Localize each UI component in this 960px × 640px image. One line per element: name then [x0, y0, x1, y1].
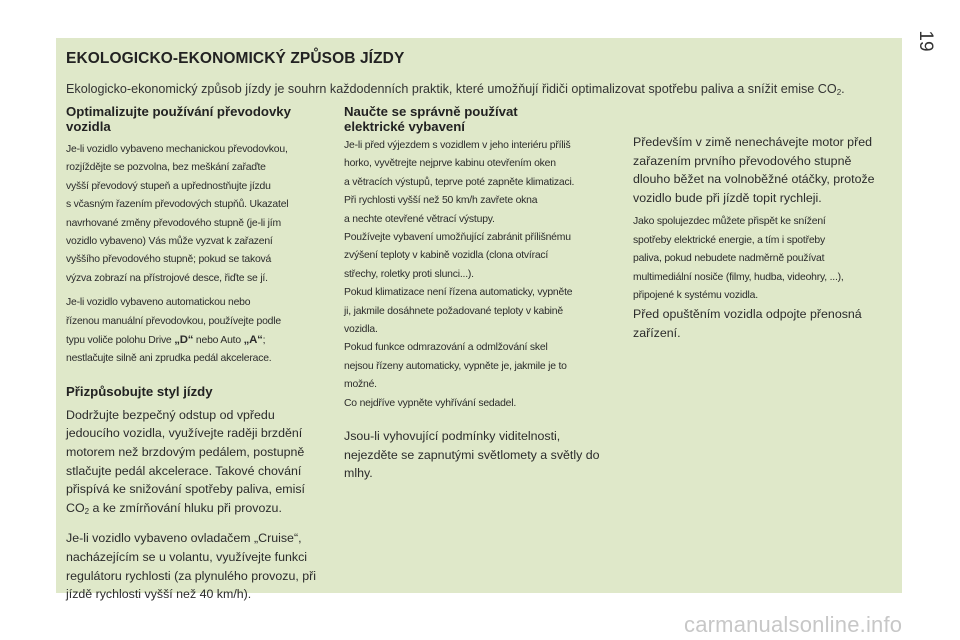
- text-line: stlačujte pedál akcelerace. Takové chování: [66, 463, 302, 478]
- paragraph-headlights: [344, 427, 620, 483]
- text-line: vyšší převodový stupeň a upřednostňujte jízdu: [66, 180, 271, 192]
- text-line: přispívá ke snižování spotřeby paliva, emisí: [66, 482, 305, 497]
- heading-driving-style: Přizpůsobujte styl jízdy: [66, 383, 213, 399]
- text-line: nestlačujte silně ani zprudka pedál akcelerace.: [66, 353, 272, 365]
- text-line: Pokud funkce odmrazování a odmlžování skel: [344, 342, 548, 354]
- heading-electrical-equipment: [344, 104, 620, 134]
- text-line: Pokud klimatizace není řízena automaticky, vypněte: [344, 287, 573, 299]
- heading-gearbox: Optimalizujte používání převodovky vozidla: [66, 104, 291, 134]
- text-line: zařazením prvního převodového stupně: [633, 153, 852, 168]
- intro-text: Ekologicko-ekonomický způsob jízdy je souhrn každodenních praktik, které umožňují řidiči optimalizovat spotřebu paliva a snížit emise CO: [66, 82, 837, 96]
- text-line: výzva zobrazí na přístrojové desce, řiďte se jí.: [66, 272, 268, 284]
- text-line: Je-li před výjezdem s vozidlem v jeho interiéru příliš: [344, 140, 571, 151]
- text-line: jízdě rychlosti vyšší než 40 km/h).: [66, 587, 252, 602]
- text-line: a větracích výstupů, teprve poté zapněte klimatizaci.: [344, 176, 575, 188]
- text-line: Je-li vozidlo vybaveno automatickou nebo: [66, 297, 251, 309]
- heading-line: Naučte se správně používat: [344, 104, 518, 119]
- text-line: vozidla.: [344, 324, 378, 336]
- text-line: Používejte vybavení umožňující zabránit přílišnému: [344, 232, 571, 244]
- text-line: Jako spolujezdec můžete přispět ke snížení: [633, 216, 826, 228]
- text-line: Před opuštěním vozidla odpojte přenosná: [633, 307, 862, 322]
- text-line: spotřeby elektrické energie, a tím i spotřeby: [633, 234, 825, 246]
- paragraph-automatic-gearbox: [66, 294, 332, 369]
- text-line: Dodržujte bezpečný odstup od vpředu: [66, 407, 275, 422]
- text-line: nejezděte se zapnutými světlomety a světly do: [344, 447, 600, 462]
- text-line: regulátoru rychlosti (za plynulého provozu, při: [66, 568, 317, 583]
- page-title: EKOLOGICKO-EKONOMICKÝ ZPŮSOB JÍZDY: [66, 50, 405, 67]
- text-line: Je-li vozidlo vybaveno mechanickou převodovkou,: [66, 144, 288, 155]
- text-line: horko, vyvětrejte nejprve kabinu otevřením oken: [344, 158, 556, 170]
- text-line: CO: [66, 500, 85, 515]
- text-line: vyššího převodového stupně; pokud se taková: [66, 254, 272, 266]
- text-line: a nechte otevřené větrací výstupy.: [344, 213, 495, 225]
- column-left: [66, 104, 332, 604]
- text-line: připojené k systému vozidla.: [633, 290, 758, 301]
- text-line: rozjíždějte se pozvolna, bez meškání zařaďte: [66, 162, 266, 174]
- text-line: nejsou řízeny automaticky, vypněte je, jakmile je to: [344, 360, 567, 372]
- text-line: střechy, roletky proti slunci...).: [344, 268, 474, 280]
- text-line: vozidlo vybaveno) Vás může vyzvat k zařazení: [66, 236, 273, 248]
- text-line: s včasným řazením převodových stupňů. Ukazatel: [66, 199, 289, 211]
- text-line: typu voliče polohu Drive: [66, 335, 175, 347]
- text-line: jedoucího vozidla, využívejte raději brzdění: [66, 426, 303, 441]
- text-line: ji, jakmile dosáhnete požadované teploty v kabině: [344, 305, 563, 317]
- text-line: Je-li vozidlo vybaveno ovladačem „Cruise“,: [66, 531, 302, 546]
- text-line: navrhované změny převodového stupně (je-li jím: [66, 217, 281, 229]
- text-line: nacházejícím se u volantu, využívejte funkci: [66, 550, 308, 565]
- paragraph-driving-style: [66, 406, 332, 522]
- page-number: 19: [915, 30, 936, 52]
- text-line: mlhy.: [344, 466, 373, 481]
- text-line: Především v zimě nenechávejte motor před: [633, 135, 872, 149]
- column-right: [633, 133, 893, 343]
- paragraph-passenger: [633, 213, 893, 305]
- auto-mode-label: „A“: [243, 334, 263, 347]
- text-line: řízenou manuální převodovkou, používejte podle: [66, 315, 281, 327]
- text-line: paliva, pokud nebudete nadměrně používat: [633, 253, 825, 265]
- text-line: možné.: [344, 379, 377, 391]
- paragraph-climate: [344, 137, 620, 413]
- text-line: ;: [262, 335, 266, 347]
- text-line: zařízení.: [633, 326, 681, 340]
- text-line: Při rychlosti vyšší než 50 km/h zavřete okna: [344, 195, 538, 207]
- text-line: vozidlo bude při jízdě topit rychleji.: [633, 190, 822, 205]
- column-middle: [344, 104, 620, 483]
- text-line: Jsou-li vyhovující podmínky viditelnosti,: [344, 429, 561, 444]
- text-line: a ke zmírňování hluku při provozu.: [89, 500, 282, 515]
- text-line: nebo Auto: [193, 335, 244, 347]
- text-line: dlouho běžet na volnoběžné otáčky, protože: [633, 172, 875, 187]
- paragraph-cruise-control: [66, 529, 332, 603]
- intro-subscript: 2: [836, 88, 842, 97]
- drive-mode-label: „D“: [174, 334, 194, 347]
- paragraph-manual-gearbox: [66, 141, 332, 288]
- heading-line: elektrické vybavení: [344, 119, 465, 134]
- intro-paragraph: [66, 82, 896, 97]
- paragraph-winter-idle: [633, 133, 893, 207]
- text-line: Co nejdříve vypněte vyhřívání sedadel.: [344, 397, 517, 409]
- paragraph-disconnect-devices: [633, 305, 893, 342]
- intro-tail: .: [841, 82, 845, 96]
- co2-subscript: 2: [84, 506, 90, 516]
- text-line: motorem než brzdovým pedálem, postupně: [66, 445, 305, 460]
- watermark: carmanualsonline.info: [684, 612, 903, 637]
- text-line: zvýšení teploty v kabině vozidla (clona otvírací: [344, 250, 549, 262]
- text-line: multimediální nosiče (filmy, hudba, videohry, ...),: [633, 271, 844, 283]
